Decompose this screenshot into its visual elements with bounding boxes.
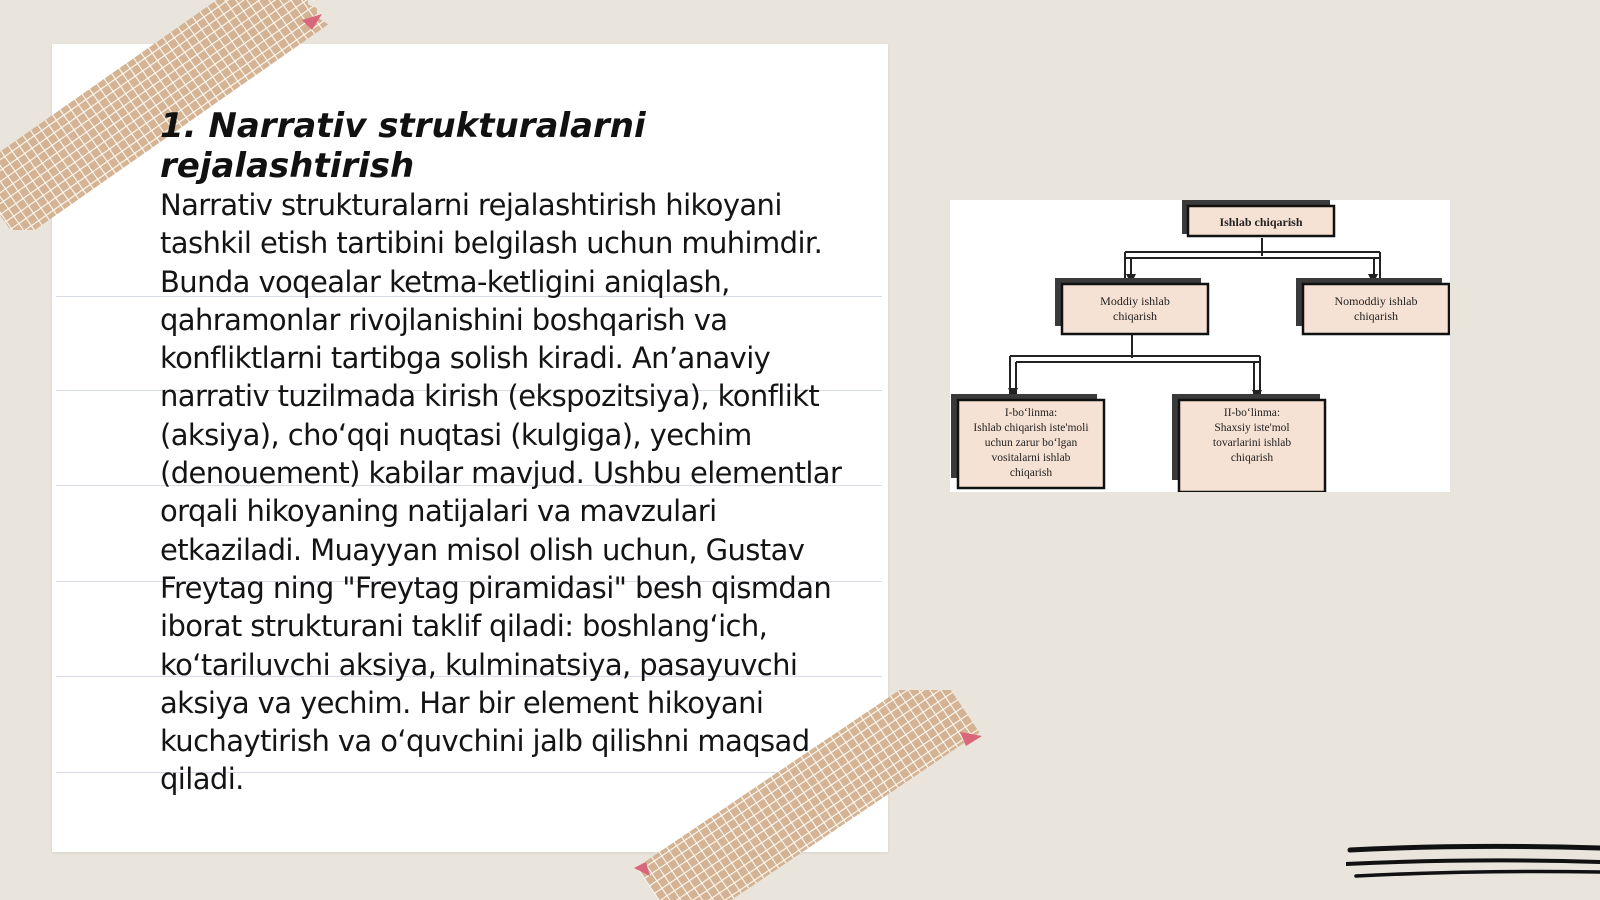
diagram-material-label-2: chiqarish xyxy=(1113,309,1157,323)
diagram-root-label: Ishlab chiqarish xyxy=(1219,215,1303,229)
diagram-box-nonmaterial xyxy=(1296,278,1449,334)
diagram-division-1-line-2: Ishlab chiqarish iste'moli xyxy=(973,422,1089,434)
diagram-division-2-line-4: chiqarish xyxy=(1230,452,1274,464)
slide-title: 1. Narrativ strukturalarni rejalashtirish xyxy=(160,106,646,186)
diagram-nonmaterial-label-1: Nomoddiy ishlab xyxy=(1334,294,1418,308)
diagram-division-1-line-1: I-bo‘linma: xyxy=(1004,407,1058,419)
diagram-box-division-1 xyxy=(951,394,1104,488)
production-hierarchy-diagram xyxy=(950,200,1450,492)
diagram-division-2-line-2: Shaxsiy iste'mol xyxy=(1214,422,1290,434)
diagram-division-2-line-3: tovarlarini ishlab xyxy=(1212,437,1292,449)
diagram-canvas xyxy=(950,200,1450,492)
diagram-division-1-line-3: uchun zarur bo‘lgan xyxy=(984,437,1078,449)
diagram-division-2-line-1: II-bo‘linma: xyxy=(1223,407,1281,419)
decorative-brush-lines xyxy=(1346,842,1600,892)
diagram-material-label-1: Moddiy ishlab xyxy=(1100,294,1170,308)
diagram-box-root xyxy=(1182,200,1334,236)
slide-body-text: Narrativ strukturalarni rejalashtirish hikoyani tashkil etish tartibini belgilash uchun muhimdir. Bunda voqealar ketma-ketligini aniqlash, qahramonlar rivojlanishini boshqarish va konfliktlarni tartibga solish kiradi. An’anaviy narrativ tuzilmada kirish (ekspozitsiya), konflikt (aksiya), cho‘qqi nuqtasi (kulgiga), yechim (denouement) kabilar mavjud. Ushbu elementlar orqali hikoyaning natijalari va mavzulari etkaziladi. Muayyan misol olish uchun, Gustav Freytag ning "Freytag piramidasi" besh qismdan iborat strukturani taklif qiladi: boshlang‘ich, ko‘tariluvchi aksiya, kulminatsiya, pasayuvchi aksiya va yechim. Har bir element hikoyani kuchaytirish va o‘quvchini jalb qilishni maqsad qiladi. xyxy=(160,188,842,797)
diagram-box-material xyxy=(1055,278,1208,334)
diagram-division-1-line-5: chiqarish xyxy=(1009,467,1053,479)
diagram-nonmaterial-label-2: chiqarish xyxy=(1354,309,1398,323)
diagram-box-division-2 xyxy=(1172,394,1325,492)
diagram-division-1-line-4: vositalarni ishlab xyxy=(991,452,1071,464)
